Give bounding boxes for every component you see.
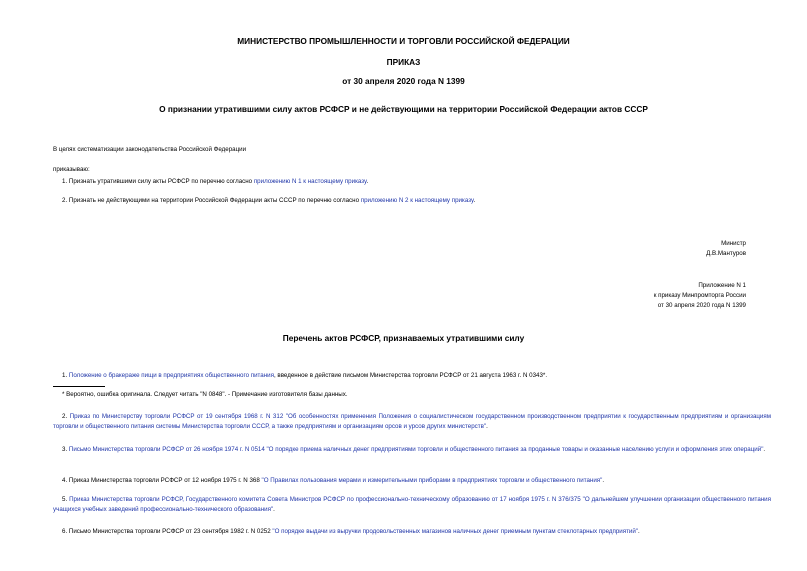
document-date: от 30 апреля 2020 года N 1399 [342, 76, 465, 86]
act-item-1 [53, 371, 771, 381]
act-item-3-link[interactable]: Письмо Министерства торговли РСФСР от 26 ноября 1974 г. N 0514 "О порядке приема наличных денег предприятиями торговли и общественного питания за проданные товары и оказанные населению услуги и оформления этих операций" [68, 446, 764, 453]
act-item-2 [53, 412, 771, 431]
act-item-4-number: 4. Приказ Министерства торговли РСФСР от 12 ноября 1975 г. N 368 [62, 477, 262, 484]
signatory-position: Министр [721, 240, 746, 247]
act-item-6-text: . [638, 528, 640, 535]
act-item-6-number: 6. Письмо Министерства торговли РСФСР от 23 сентября 1982 г. N 0252 [62, 528, 273, 535]
order-item-2-end: . [473, 197, 476, 204]
act-item-4-link[interactable]: "О Правилах пользования мерами и измерительными приборами в предприятиях торговли и общественного питания" [261, 477, 603, 484]
act-item-1-link[interactable]: Положение о бракераже пищи в предприятиях общественного питания [68, 372, 274, 379]
act-item-3 [53, 445, 771, 455]
appendix-1-link[interactable]: приложению N 1 к настоящему приказу [253, 178, 367, 185]
document-title: О признании утратившими силу актов РСФСР и не действующими на территории Российской Федерации актов СССР [159, 104, 648, 114]
act-item-5-link[interactable]: Приказ Министерства торговли РСФСР, Государственного комитета Совета Министров РСФСР по профессионально-техническому образованию от 17 ноября 1975 г. N 376/375 "О дальнейшем улучшении организации общественного питания учащихся учебных заведений профессионально-технического образования" [53, 496, 771, 513]
order-word: приказываю: [53, 166, 90, 173]
act-item-5 [53, 495, 771, 514]
order-item-1-text: 1. Признать утратившими силу акты РСФСР по перечню согласно [62, 178, 254, 185]
signatory-name: Д.В.Мантуров [706, 250, 746, 257]
footnote-divider [53, 386, 105, 387]
act-item-4-text: . [602, 477, 605, 484]
act-item-6 [53, 527, 771, 537]
footnote: * Вероятно, ошибка оригинала. Следует читать "N 0848". - Примечание изготовителя базы данных. [62, 391, 348, 398]
act-item-5-number: 5. [62, 496, 70, 503]
act-item-1-number: 1. [62, 372, 69, 379]
appendix-date: от 30 апреля 2020 года N 1399 [657, 302, 746, 309]
appendix-title: Перечень актов РСФСР, признаваемых утратившими силу [282, 333, 525, 343]
act-item-6-link[interactable]: "О порядке выдачи из выручки продовольственных магазинов наличных денег приемным пунктам стеклотарных предприятий" [272, 528, 639, 535]
order-item-1-end: . [366, 178, 369, 185]
act-item-2-number: 2. [62, 413, 70, 420]
order-item-1 [62, 178, 368, 185]
act-item-2-link[interactable]: Приказ по Министерству торговли РСФСР от 19 сентября 1968 г. N 312 "Об особенностях применения Положения о социалистическом государственном производственном предприятии к государственным предприятиям и организациям торговли и общественного питания системы Министерства торговли СССР, а также предприятиям и организациям орсов и урсов других министерств" [53, 413, 771, 430]
act-item-1-text: , введенное в действие письмом Министерства торговли РСФСР от 21 августа 1963 г. N 0343*. [273, 372, 548, 379]
act-item-3-number: 3. [62, 446, 69, 453]
act-item-4 [53, 476, 771, 486]
order-item-2-text: 2. Признать не действующими на территории Российской Федерации акты СССР по перечню согласно [62, 197, 361, 204]
preamble-text: В целях систематизации законодательства Российской Федерации [53, 146, 247, 153]
act-item-5-text: . [273, 505, 275, 513]
appendix-label: Приложение N 1 [698, 282, 746, 289]
order-item-2 [62, 197, 475, 204]
appendix-reference: к приказу Минпромторга России [653, 292, 746, 299]
document-type: ПРИКАЗ [386, 57, 421, 67]
act-item-2-text: . [486, 422, 488, 430]
act-item-3-text: . [763, 446, 766, 453]
ministry-heading: МИНИСТЕРСТВО ПРОМЫШЛЕННОСТИ И ТОРГОВЛИ РОССИЙСКОЙ ФЕДЕРАЦИИ [237, 36, 570, 46]
appendix-2-link[interactable]: приложению N 2 к настоящему приказу [360, 197, 474, 204]
